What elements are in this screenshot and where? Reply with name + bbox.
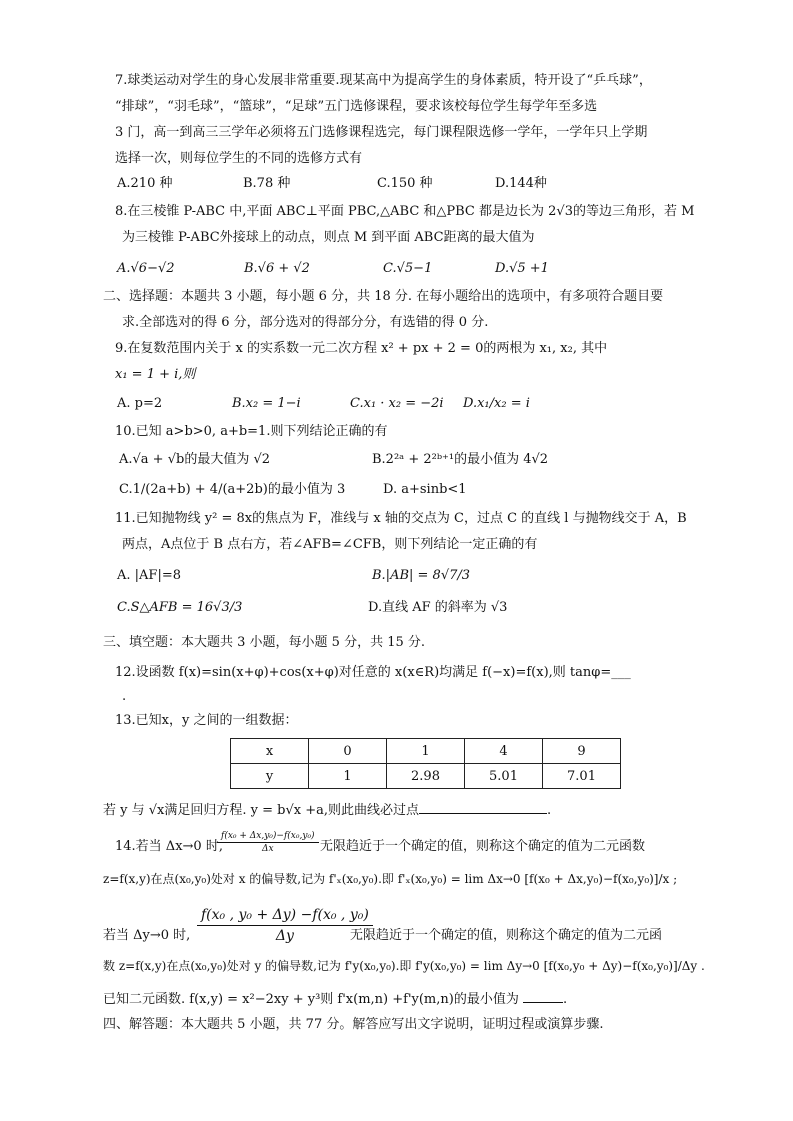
q11-option-c: C.S△AFB = 16√3/3: [117, 600, 243, 615]
q12-line-2: .: [122, 689, 127, 704]
q9-line-1: 9.在复数范围内关于 x 的实系数一元二次方程 x² + px + 2 = 0的两根为 x₁, x₂, 其中: [115, 341, 608, 356]
q11-option-a: A. |AF|=8: [117, 568, 181, 583]
q7-line-3: 3 门，高一到高三三学年必须将五门选修课程选完，每门课程限选修一学年，一学年只上学期: [115, 125, 648, 140]
q14-answer-blank: [523, 990, 563, 1003]
q12-line-1: 12.设函数 f(x)=sin(x+φ)+cos(x+φ)对任意的 x(x∈R)均满足 f(−x)=f(x),则 tanφ=___: [115, 665, 631, 680]
q9-option-d: D.x₁/x₂ = i: [463, 396, 530, 411]
fraction-numerator: f(x₀ + Δx,y₀)−f(x₀,y₀): [217, 830, 319, 843]
q14-line-4: 数 z=f(x,y)在点(x₀,y₀)处对 y 的偏导数,记为 f'y(x₀,y₀).即 f'y(x₀,y₀) = lim Δy→0 [f(x₀,y₀ + Δy)−f(x₀,y₀)]/Δy .: [103, 959, 705, 973]
q7-line-2: “排球”，“羽毛球”，“篮球”，“足球”五门选修课程，要求该校每位学生每学年至多选: [115, 99, 598, 114]
fraction-numerator: f(x₀ , y₀ + Δy) −f(x₀ , y₀): [197, 905, 373, 926]
table-cell: 5.01: [465, 764, 543, 789]
q8-line-1: 8.在三棱锥 P-ABC 中,平面 ABC⊥平面 PBC,△ABC 和△PBC 都是边长为 2√3的等边三角形，若 M: [115, 204, 695, 219]
q14-line-1a: 14.若当 Δx→0 时,: [115, 839, 223, 854]
table-cell: 7.01: [543, 764, 621, 789]
table-cell: 2.98: [387, 764, 465, 789]
q9-option-a: A. p=2: [117, 396, 163, 411]
table-cell: 1: [387, 739, 465, 764]
q13-answer-blank: [419, 801, 547, 814]
q7-option-c: C.150 种: [377, 176, 433, 191]
q14-line-5: [103, 990, 567, 1009]
q7-option-d: D.144种: [495, 176, 547, 191]
section-3-heading: 三、填空题：本大题共 3 小题，每小题 5 分，共 15 分.: [103, 635, 426, 650]
q7-option-a: A.210 种: [117, 176, 173, 191]
fraction-denominator: Δx: [261, 844, 274, 854]
q10-option-c: C.1/(2a+b) + 4/(a+2b)的最小值为 3: [119, 482, 346, 497]
q13-line-2-text: 若 y 与 √x满足回归方程. y = b√x +a,则此曲线必过点: [103, 803, 419, 818]
q7-option-b: B.78 种: [243, 176, 291, 191]
q9-line-2: x₁ = 1 + i,则: [115, 367, 196, 382]
q13-data-table: [230, 738, 621, 789]
section-2-instructions: 求.全部选对的得 6 分，部分选对的得部分分，有选错的得 0 分.: [122, 315, 489, 330]
q10-option-d: D. a+sinb<1: [383, 482, 467, 497]
q8-option-a: A.√6−√2: [117, 261, 175, 276]
q14-line-1b: 无限趋近于一个确定的值，则称这个确定的值为二元函数: [320, 839, 646, 854]
q14-line-3b: 无限趋近于一个确定的值，则称这个确定的值为二元函: [350, 928, 663, 943]
q14-line-5-end: .: [562, 992, 568, 1007]
table-row: [231, 764, 621, 789]
section-2-heading: 二、选择题：本题共 3 小题，每小题 6 分，共 18 分. 在每小题给出的选项中，有多项符合题目要: [103, 289, 664, 304]
q14-line-3a: 若当 Δy→0 时,: [103, 928, 191, 943]
fraction-denominator: Δy: [275, 928, 294, 944]
q9-option-b: B.x₂ = 1−i: [232, 396, 301, 411]
q9-option-c: C.x₁ · x₂ = −2i: [350, 396, 444, 411]
q7-line-1: 7.球类运动对学生的身心发展非常重要.现某高中为提高学生的身体素质，特开设了“乒乓球”，: [115, 73, 652, 88]
table-cell: 9: [543, 739, 621, 764]
q10-option-b: B.2²ᵃ + 2²ᵇ⁺¹的最小值为 4√2: [372, 452, 549, 467]
q14-line-2: z=f(x,y)在点(x₀,y₀)处对 x 的偏导数,记为 f'ₓ(x₀,y₀).即 f'ₓ(x₀,y₀) = lim Δx→0 [f(x₀ + Δx,y₀)−f(x₀,y₀)]/x ;: [103, 872, 678, 886]
q13-line-2: [103, 801, 551, 820]
table-cell: x: [231, 739, 309, 764]
table-cell: 0: [309, 739, 387, 764]
q10-line-1: 10.已知 a>b>0, a+b=1.则下列结论正确的有: [115, 424, 388, 439]
table-cell: y: [231, 764, 309, 789]
table-row: [231, 739, 621, 764]
q11-option-b: B.|AB| = 8√7/3: [372, 568, 471, 583]
q11-line-2: 两点，A点位于 B 点右方，若∠AFB=∠CFB，则下列结论一定正确的有: [122, 537, 538, 552]
q8-option-b: B.√6 + √2: [244, 261, 310, 276]
q11-line-1: 11.已知抛物线 y² = 8x的焦点为 F，准线与 x 轴的交点为 C，过点 C 的直线 l 与抛物线交于 A，B: [115, 511, 687, 526]
q14-fraction-dy: [197, 905, 373, 946]
q13-line-1: 13.已知x，y 之间的一组数据：: [115, 713, 298, 728]
q11-option-d: D.直线 AF 的斜率为 √3: [368, 600, 508, 615]
table-cell: 1: [309, 764, 387, 789]
section-4-heading: 四、解答题：本大题共 5 小题，共 77 分。解答应写出文字说明，证明过程或演算步骤.: [103, 1017, 604, 1032]
q14-line-5-text: 已知二元函数. f(x,y) = x²−2xy + y³则 f'x(m,n) +f'y(m,n)的最小值为: [103, 992, 519, 1007]
q8-option-d: D.√5 +1: [495, 261, 549, 276]
q14-fraction-dx: [217, 830, 319, 855]
q7-line-4: 选择一次，则每位学生的不同的选修方式有: [115, 151, 363, 166]
q8-line-2: 为三棱锥 P-ABC外接球上的动点，则点 M 到平面 ABC距离的最大值为: [122, 230, 535, 245]
q8-option-c: C.√5−1: [383, 261, 433, 276]
q13-line-2-end: .: [546, 803, 552, 818]
q10-option-a: A.√a + √b的最大值为 √2: [119, 452, 271, 467]
table-cell: 4: [465, 739, 543, 764]
